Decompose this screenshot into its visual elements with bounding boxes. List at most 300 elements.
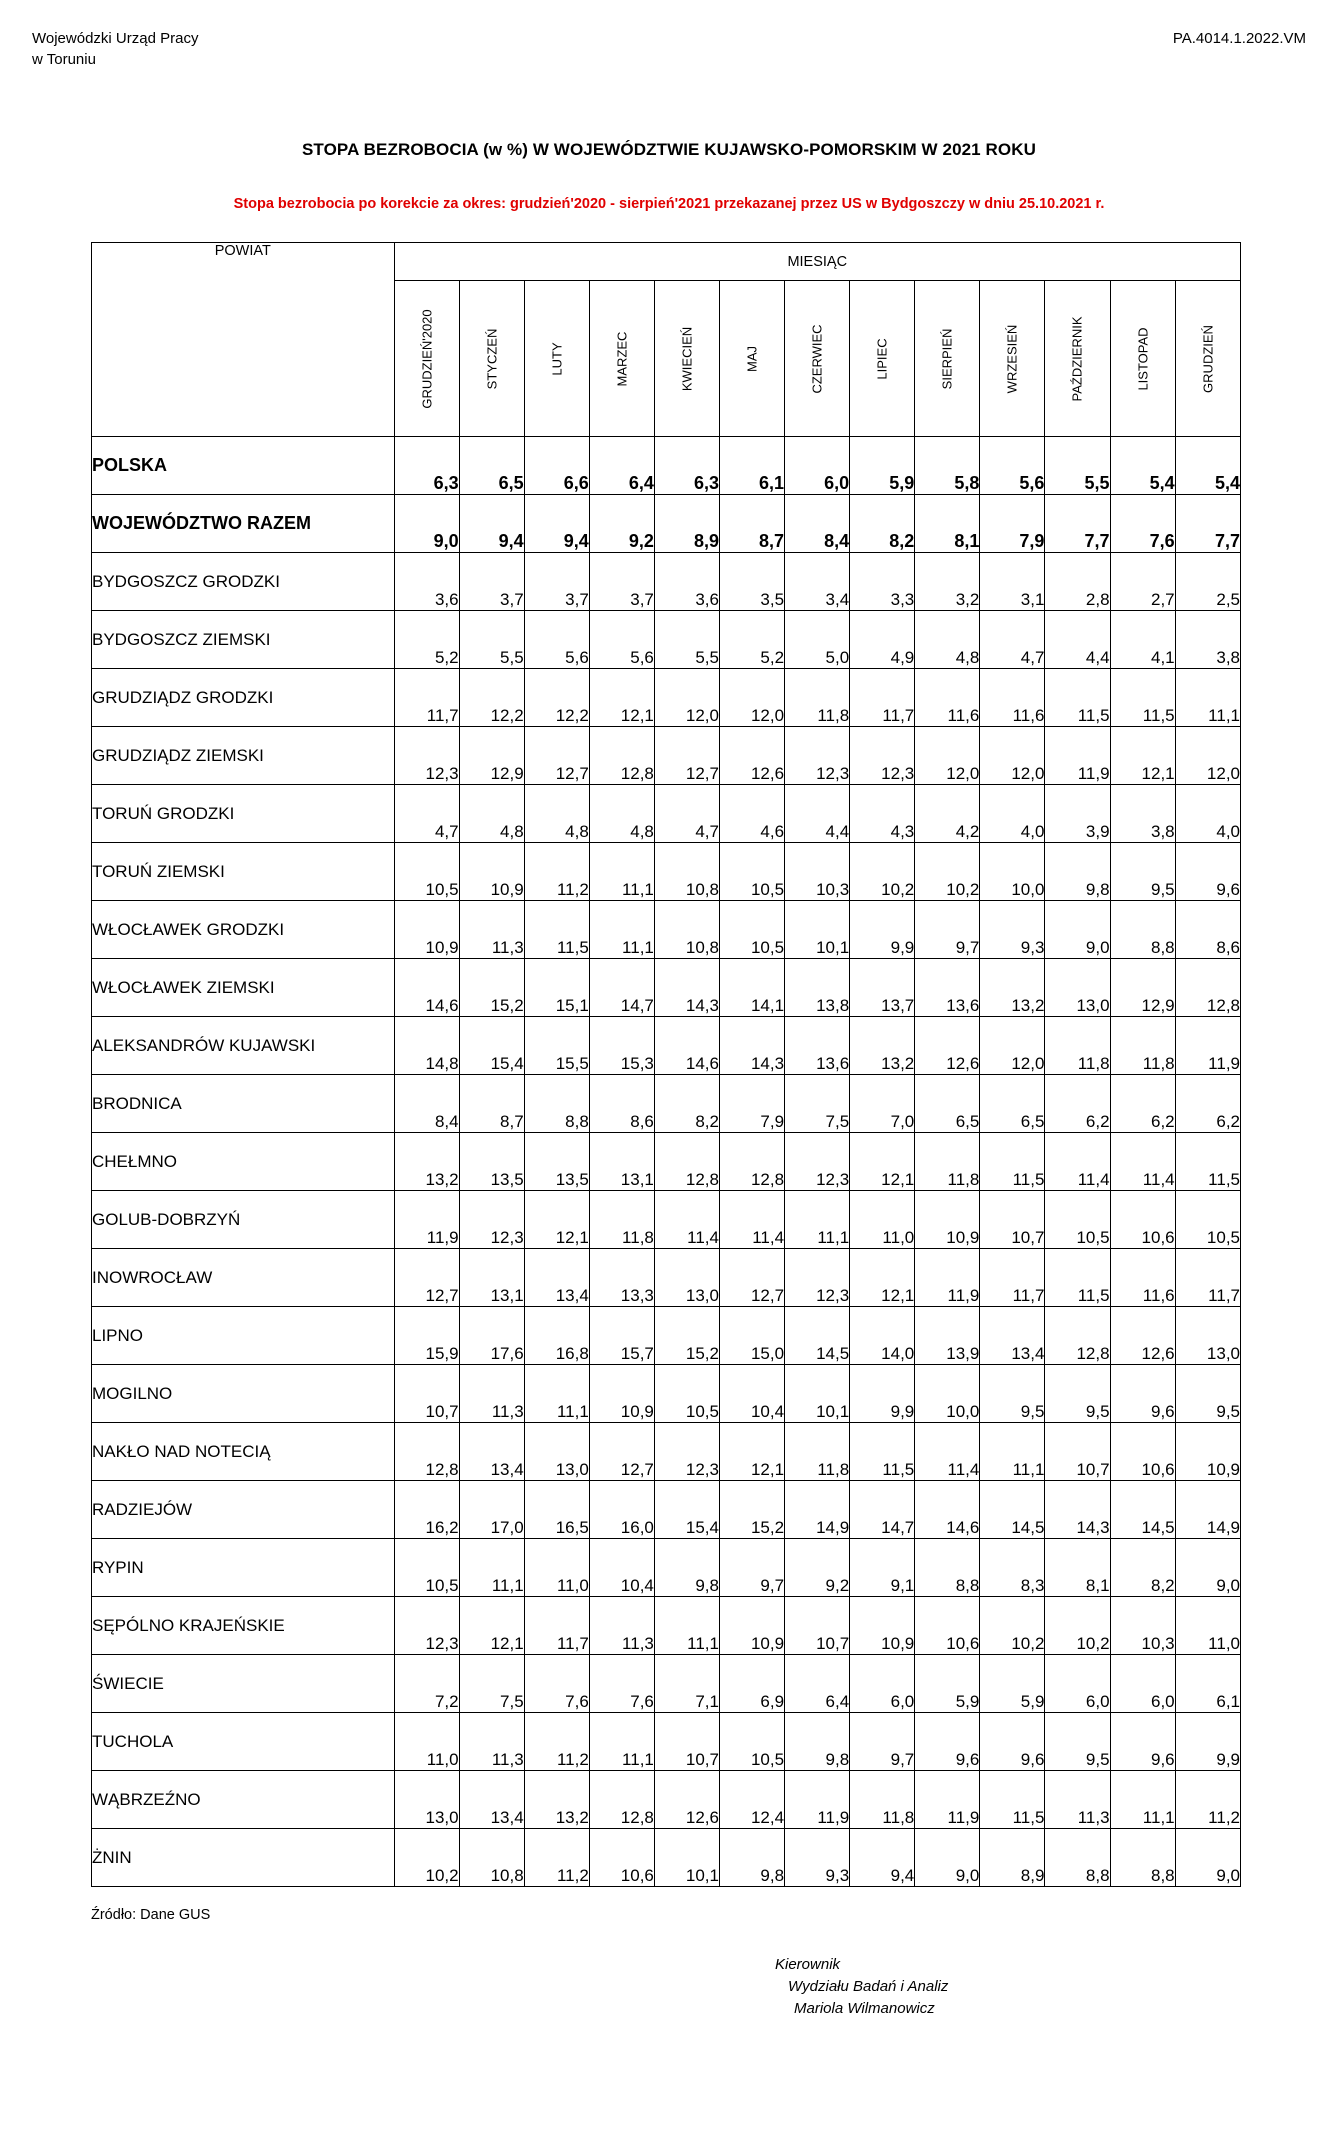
rate-value: 6,2 [1110, 1075, 1175, 1133]
rate-value: 13,5 [524, 1133, 589, 1191]
month-header [459, 281, 524, 437]
rate-value: 12,0 [980, 727, 1045, 785]
rate-value: 12,6 [719, 727, 784, 785]
rate-value: 8,4 [394, 1075, 459, 1133]
table-row [92, 1655, 1241, 1713]
month-header [719, 281, 784, 437]
table-row [92, 1075, 1241, 1133]
powiat-name: CHEŁMNO [92, 1133, 395, 1191]
unemployment-table [91, 242, 1241, 1887]
rate-value: 4,0 [980, 785, 1045, 843]
rate-value: 9,7 [850, 1713, 915, 1771]
powiat-name: BYDGOSZCZ ZIEMSKI [92, 611, 395, 669]
rate-value: 9,5 [980, 1365, 1045, 1423]
rate-value: 10,6 [589, 1829, 654, 1887]
rate-value: 11,7 [524, 1597, 589, 1655]
signature-name: Mariola Wilmanowicz [794, 2000, 935, 2017]
rate-value: 7,9 [980, 495, 1045, 553]
rate-value: 10,2 [915, 843, 980, 901]
rate-value: 10,6 [915, 1597, 980, 1655]
rate-value: 5,9 [850, 437, 915, 495]
rate-value: 10,4 [589, 1539, 654, 1597]
month-label: LISTOPAD [1135, 326, 1151, 391]
header-miesiac: MIESIĄC [394, 243, 1241, 281]
rate-value: 11,5 [1045, 669, 1110, 727]
month-label: GRUDZIEŃ [1200, 324, 1216, 393]
table-row [92, 1713, 1241, 1771]
month-label: GRUDZIEŃ'2020 [419, 308, 435, 409]
rate-value: 11,6 [980, 669, 1045, 727]
rate-value: 3,7 [524, 553, 589, 611]
rate-value: 11,8 [915, 1133, 980, 1191]
month-label: SIERPIEŃ [939, 328, 955, 389]
rate-value: 10,8 [654, 843, 719, 901]
rate-value: 6,2 [1045, 1075, 1110, 1133]
rate-value: 8,7 [459, 1075, 524, 1133]
rate-value: 5,6 [980, 437, 1045, 495]
rate-value: 15,4 [459, 1017, 524, 1075]
powiat-name: TORUŃ ZIEMSKI [92, 843, 395, 901]
rate-value: 7,1 [654, 1655, 719, 1713]
rate-value: 9,7 [719, 1539, 784, 1597]
rate-value: 13,7 [850, 959, 915, 1017]
rate-value: 12,8 [1175, 959, 1240, 1017]
rate-value: 12,1 [524, 1191, 589, 1249]
rate-value: 11,7 [850, 669, 915, 727]
powiat-name: WŁOCŁAWEK GRODZKI [92, 901, 395, 959]
table-row [92, 1191, 1241, 1249]
rate-value: 14,3 [1045, 1481, 1110, 1539]
rate-value: 9,4 [524, 495, 589, 553]
rate-value: 8,4 [785, 495, 850, 553]
month-label: WRZESIEŃ [1004, 324, 1020, 393]
rate-value: 9,6 [1110, 1713, 1175, 1771]
rate-value: 5,5 [654, 611, 719, 669]
rate-value: 2,8 [1045, 553, 1110, 611]
rate-value: 11,8 [785, 669, 850, 727]
rate-value: 9,9 [850, 901, 915, 959]
rate-value: 11,4 [1045, 1133, 1110, 1191]
rate-value: 12,2 [524, 669, 589, 727]
rate-value: 15,2 [459, 959, 524, 1017]
rate-value: 6,5 [915, 1075, 980, 1133]
rate-value: 14,9 [1175, 1481, 1240, 1539]
rate-value: 10,1 [785, 1365, 850, 1423]
rate-value: 11,4 [654, 1191, 719, 1249]
month-label: LIPIEC [874, 337, 890, 380]
month-header [980, 281, 1045, 437]
month-header [394, 281, 459, 437]
rate-value: 14,7 [850, 1481, 915, 1539]
rate-value: 9,2 [589, 495, 654, 553]
rate-value: 3,8 [1175, 611, 1240, 669]
rate-value: 12,4 [719, 1771, 784, 1829]
table-row [92, 437, 1241, 495]
rate-value: 16,2 [394, 1481, 459, 1539]
rate-value: 7,5 [459, 1655, 524, 1713]
rate-value: 11,5 [1175, 1133, 1240, 1191]
rate-value: 9,8 [785, 1713, 850, 1771]
month-header [850, 281, 915, 437]
rate-value: 5,4 [1110, 437, 1175, 495]
powiat-name: POLSKA [92, 437, 395, 495]
rate-value: 8,2 [1110, 1539, 1175, 1597]
rate-value: 13,9 [915, 1307, 980, 1365]
rate-value: 13,1 [589, 1133, 654, 1191]
powiat-name: MOGILNO [92, 1365, 395, 1423]
rate-value: 5,6 [524, 611, 589, 669]
rate-value: 11,8 [850, 1771, 915, 1829]
rate-value: 11,6 [915, 669, 980, 727]
rate-value: 10,7 [654, 1713, 719, 1771]
rate-value: 6,4 [589, 437, 654, 495]
rate-value: 9,7 [915, 901, 980, 959]
document-title: STOPA BEZROBOCIA (w %) W WOJEWÓDZTWIE KUJAWSKO-POMORSKIM W 2021 ROKU [301, 140, 1037, 159]
rate-value: 12,3 [850, 727, 915, 785]
rate-value: 11,0 [850, 1191, 915, 1249]
month-header [589, 281, 654, 437]
rate-value: 4,6 [719, 785, 784, 843]
rate-value: 14,5 [1110, 1481, 1175, 1539]
month-header [524, 281, 589, 437]
rate-value: 9,3 [980, 901, 1045, 959]
table-row [92, 785, 1241, 843]
rate-value: 12,8 [654, 1133, 719, 1191]
rate-value: 13,0 [1045, 959, 1110, 1017]
rate-value: 11,9 [1045, 727, 1110, 785]
table-body [92, 437, 1241, 1887]
rate-value: 10,6 [1110, 1191, 1175, 1249]
powiat-name: WŁOCŁAWEK ZIEMSKI [92, 959, 395, 1017]
rate-value: 8,6 [589, 1075, 654, 1133]
rate-value: 11,7 [394, 669, 459, 727]
table-row [92, 1365, 1241, 1423]
rate-value: 7,9 [719, 1075, 784, 1133]
rate-value: 6,0 [785, 437, 850, 495]
rate-value: 17,6 [459, 1307, 524, 1365]
rate-value: 8,2 [654, 1075, 719, 1133]
rate-value: 11,9 [1175, 1017, 1240, 1075]
rate-value: 4,8 [915, 611, 980, 669]
month-label: PAŹDZIERNIK [1069, 316, 1085, 401]
powiat-name: ŚWIECIE [92, 1655, 395, 1713]
rate-value: 8,8 [1110, 1829, 1175, 1887]
rate-value: 8,9 [980, 1829, 1045, 1887]
rate-value: 10,5 [394, 843, 459, 901]
table-row [92, 1423, 1241, 1481]
rate-value: 10,5 [719, 901, 784, 959]
rate-value: 13,4 [524, 1249, 589, 1307]
rate-value: 10,4 [719, 1365, 784, 1423]
rate-value: 12,3 [459, 1191, 524, 1249]
month-label: STYCZEŃ [484, 328, 500, 389]
rate-value: 12,2 [459, 669, 524, 727]
month-label: LUTY [549, 341, 565, 376]
rate-value: 11,1 [785, 1191, 850, 1249]
rate-value: 4,8 [459, 785, 524, 843]
rate-value: 13,5 [459, 1133, 524, 1191]
month-header [785, 281, 850, 437]
rate-value: 15,2 [654, 1307, 719, 1365]
rate-value: 9,8 [719, 1829, 784, 1887]
rate-value: 12,0 [1175, 727, 1240, 785]
table-row [92, 1017, 1241, 1075]
rate-value: 11,0 [394, 1713, 459, 1771]
rate-value: 7,2 [394, 1655, 459, 1713]
rate-value: 12,8 [589, 1771, 654, 1829]
rate-value: 11,5 [1110, 669, 1175, 727]
month-header [1045, 281, 1110, 437]
rate-value: 7,6 [524, 1655, 589, 1713]
rate-value: 13,2 [524, 1771, 589, 1829]
rate-value: 14,9 [785, 1481, 850, 1539]
rate-value: 6,6 [524, 437, 589, 495]
powiat-name: NAKŁO NAD NOTECIĄ [92, 1423, 395, 1481]
rate-value: 10,5 [719, 1713, 784, 1771]
rate-value: 9,9 [850, 1365, 915, 1423]
rate-value: 12,3 [785, 727, 850, 785]
rate-value: 11,1 [589, 843, 654, 901]
month-header [1110, 281, 1175, 437]
powiat-name: RYPIN [92, 1539, 395, 1597]
table-row [92, 1481, 1241, 1539]
rate-value: 5,4 [1175, 437, 1240, 495]
rate-value: 11,8 [589, 1191, 654, 1249]
rate-value: 13,8 [785, 959, 850, 1017]
table-row [92, 495, 1241, 553]
rate-value: 9,0 [1175, 1829, 1240, 1887]
rate-value: 3,2 [915, 553, 980, 611]
rate-value: 12,7 [394, 1249, 459, 1307]
rate-value: 12,8 [1045, 1307, 1110, 1365]
rate-value: 9,0 [1045, 901, 1110, 959]
org-line-1: Wojewódzki Urząd Pracy [32, 30, 199, 47]
table-row [92, 1307, 1241, 1365]
rate-value: 9,0 [915, 1829, 980, 1887]
rate-value: 7,0 [850, 1075, 915, 1133]
rate-value: 9,5 [1045, 1713, 1110, 1771]
correction-note: Stopa bezrobocia po korekcie za okres: grudzień'2020 - sierpień'2021 przekazanej przez US w Bydgoszczy w dniu 25.10.2021 r. [233, 196, 1105, 212]
rate-value: 4,8 [524, 785, 589, 843]
rate-value: 11,4 [915, 1423, 980, 1481]
rate-value: 14,5 [980, 1481, 1045, 1539]
rate-value: 10,5 [1045, 1191, 1110, 1249]
rate-value: 13,0 [1175, 1307, 1240, 1365]
rate-value: 3,6 [394, 553, 459, 611]
rate-value: 13,6 [915, 959, 980, 1017]
rate-value: 4,4 [1045, 611, 1110, 669]
rate-value: 13,0 [394, 1771, 459, 1829]
rate-value: 11,2 [524, 1829, 589, 1887]
rate-value: 14,1 [719, 959, 784, 1017]
rate-value: 10,2 [1045, 1597, 1110, 1655]
rate-value: 7,7 [1045, 495, 1110, 553]
rate-value: 14,8 [394, 1017, 459, 1075]
powiat-name: SĘPÓLNO KRAJEŃSKIE [92, 1597, 395, 1655]
rate-value: 8,8 [1045, 1829, 1110, 1887]
rate-value: 10,2 [850, 843, 915, 901]
rate-value: 13,4 [459, 1423, 524, 1481]
table-row [92, 669, 1241, 727]
signature-department: Wydziału Badań i Analiz [788, 1978, 949, 1995]
rate-value: 14,6 [915, 1481, 980, 1539]
rate-value: 6,3 [654, 437, 719, 495]
rate-value: 10,9 [719, 1597, 784, 1655]
rate-value: 8,8 [915, 1539, 980, 1597]
rate-value: 4,0 [1175, 785, 1240, 843]
rate-value: 4,3 [850, 785, 915, 843]
rate-value: 12,1 [719, 1423, 784, 1481]
rate-value: 5,9 [980, 1655, 1045, 1713]
rate-value: 8,8 [1110, 901, 1175, 959]
powiat-name: BRODNICA [92, 1075, 395, 1133]
table-row [92, 727, 1241, 785]
rate-value: 15,5 [524, 1017, 589, 1075]
rate-value: 12,1 [589, 669, 654, 727]
rate-value: 15,1 [524, 959, 589, 1017]
rate-value: 13,2 [980, 959, 1045, 1017]
rate-value: 5,8 [915, 437, 980, 495]
rate-value: 11,9 [785, 1771, 850, 1829]
rate-value: 12,0 [915, 727, 980, 785]
rate-value: 11,9 [394, 1191, 459, 1249]
rate-value: 6,5 [459, 437, 524, 495]
rate-value: 14,3 [719, 1017, 784, 1075]
rate-value: 9,8 [654, 1539, 719, 1597]
rate-value: 10,2 [980, 1597, 1045, 1655]
month-label: MAJ [744, 345, 760, 372]
rate-value: 8,8 [524, 1075, 589, 1133]
rate-value: 4,8 [589, 785, 654, 843]
rate-value: 11,3 [459, 1713, 524, 1771]
rate-value: 9,4 [850, 1829, 915, 1887]
rate-value: 6,9 [719, 1655, 784, 1713]
rate-value: 11,7 [1175, 1249, 1240, 1307]
rate-value: 10,5 [719, 843, 784, 901]
rate-value: 3,6 [654, 553, 719, 611]
rate-value: 10,9 [394, 901, 459, 959]
rate-value: 10,1 [785, 901, 850, 959]
month-label: KWIECIEŃ [679, 326, 695, 391]
rate-value: 10,2 [394, 1829, 459, 1887]
rate-value: 10,1 [654, 1829, 719, 1887]
rate-value: 11,1 [980, 1423, 1045, 1481]
table-row [92, 1829, 1241, 1887]
rate-value: 11,4 [719, 1191, 784, 1249]
rate-value: 7,6 [1110, 495, 1175, 553]
rate-value: 11,2 [524, 843, 589, 901]
rate-value: 11,3 [589, 1597, 654, 1655]
rate-value: 9,6 [1110, 1365, 1175, 1423]
rate-value: 5,5 [459, 611, 524, 669]
rate-value: 8,3 [980, 1539, 1045, 1597]
rate-value: 8,9 [654, 495, 719, 553]
table-row [92, 843, 1241, 901]
rate-value: 11,4 [1110, 1133, 1175, 1191]
rate-value: 8,2 [850, 495, 915, 553]
powiat-name: INOWROCŁAW [92, 1249, 395, 1307]
rate-value: 8,1 [1045, 1539, 1110, 1597]
rate-value: 12,0 [980, 1017, 1045, 1075]
rate-value: 6,1 [1175, 1655, 1240, 1713]
rate-value: 12,0 [719, 669, 784, 727]
rate-value: 4,7 [394, 785, 459, 843]
rate-value: 10,5 [654, 1365, 719, 1423]
powiat-name: LIPNO [92, 1307, 395, 1365]
rate-value: 11,1 [459, 1539, 524, 1597]
rate-value: 15,9 [394, 1307, 459, 1365]
rate-value: 12,0 [654, 669, 719, 727]
rate-value: 12,7 [589, 1423, 654, 1481]
rate-value: 10,0 [980, 843, 1045, 901]
powiat-name: TORUŃ GRODZKI [92, 785, 395, 843]
rate-value: 11,0 [524, 1539, 589, 1597]
rate-value: 10,7 [785, 1597, 850, 1655]
rate-value: 9,3 [785, 1829, 850, 1887]
rate-value: 9,6 [915, 1713, 980, 1771]
rate-value: 4,2 [915, 785, 980, 843]
rate-value: 12,7 [524, 727, 589, 785]
table-row [92, 901, 1241, 959]
rate-value: 12,3 [394, 1597, 459, 1655]
rate-value: 2,7 [1110, 553, 1175, 611]
header-powiat: POWIAT [92, 243, 395, 437]
rate-value: 6,0 [850, 1655, 915, 1713]
rate-value: 4,9 [850, 611, 915, 669]
rate-value: 9,5 [1045, 1365, 1110, 1423]
powiat-name: GRUDZIĄDZ ZIEMSKI [92, 727, 395, 785]
rate-value: 11,7 [980, 1249, 1045, 1307]
rate-value: 6,0 [1110, 1655, 1175, 1713]
rate-value: 3,3 [850, 553, 915, 611]
rate-value: 3,8 [1110, 785, 1175, 843]
rate-value: 11,8 [1110, 1017, 1175, 1075]
rate-value: 4,7 [654, 785, 719, 843]
rate-value: 13,0 [654, 1249, 719, 1307]
rate-value: 10,8 [459, 1829, 524, 1887]
rate-value: 14,0 [850, 1307, 915, 1365]
rate-value: 11,5 [980, 1771, 1045, 1829]
rate-value: 12,8 [589, 727, 654, 785]
rate-value: 16,5 [524, 1481, 589, 1539]
rate-value: 7,7 [1175, 495, 1240, 553]
rate-value: 6,0 [1045, 1655, 1110, 1713]
rate-value: 5,0 [785, 611, 850, 669]
rate-value: 14,7 [589, 959, 654, 1017]
rate-value: 17,0 [459, 1481, 524, 1539]
rate-value: 10,9 [1175, 1423, 1240, 1481]
rate-value: 12,1 [850, 1249, 915, 1307]
table-row [92, 1597, 1241, 1655]
rate-value: 4,7 [980, 611, 1045, 669]
month-label: CZERWIEC [809, 323, 825, 394]
month-header [1175, 281, 1240, 437]
rate-value: 6,2 [1175, 1075, 1240, 1133]
month-label: MARZEC [614, 331, 630, 386]
rate-value: 9,2 [785, 1539, 850, 1597]
rate-value: 4,4 [785, 785, 850, 843]
rate-value: 9,4 [459, 495, 524, 553]
rate-value: 11,5 [850, 1423, 915, 1481]
rate-value: 11,2 [1175, 1771, 1240, 1829]
rate-value: 11,1 [1110, 1771, 1175, 1829]
rate-value: 6,3 [394, 437, 459, 495]
powiat-name: WOJEWÓDZTWO RAZEM [92, 495, 395, 553]
rate-value: 10,7 [980, 1191, 1045, 1249]
rate-value: 9,5 [1175, 1365, 1240, 1423]
table-row [92, 1133, 1241, 1191]
powiat-name: WĄBRZEŹNO [92, 1771, 395, 1829]
